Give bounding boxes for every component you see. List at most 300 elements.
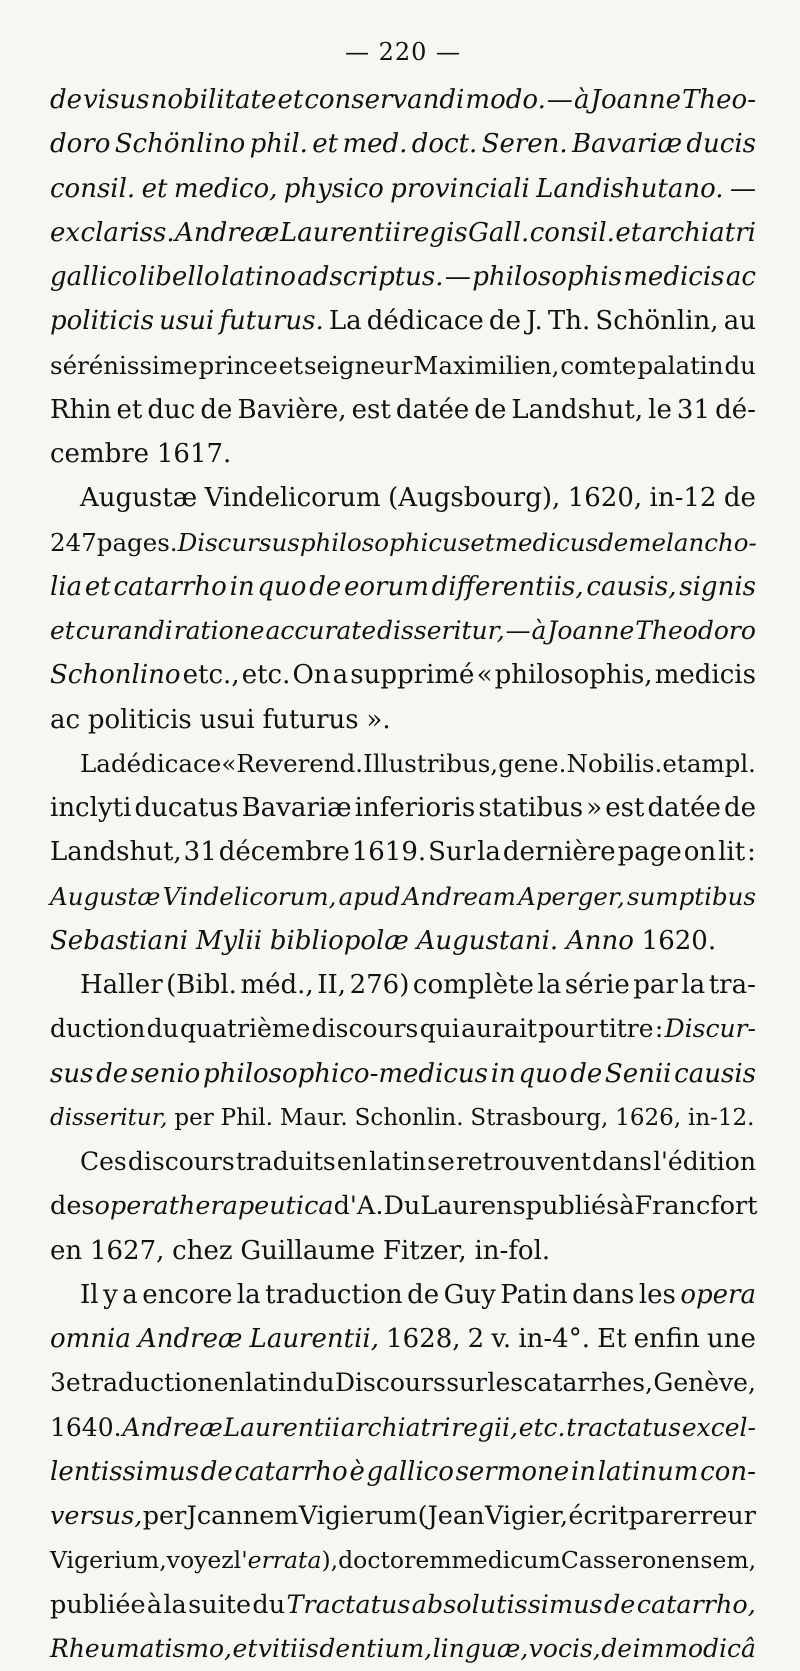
text-word: physico — [283, 173, 384, 204]
text-line — [50, 211, 756, 255]
text-word: (Bibl. — [166, 970, 237, 1000]
text-word: Discursus — [177, 527, 300, 557]
text-word: série — [564, 970, 630, 1000]
text-word: traduction — [81, 1368, 214, 1398]
text-word: in — [229, 571, 255, 602]
text-word: Landishutano. — [536, 173, 724, 204]
text-word: Vigierum — [298, 1501, 418, 1531]
text-word: disseritur, — [377, 616, 505, 645]
text-word: Bavière, — [237, 394, 347, 425]
text-word: doro — [50, 129, 111, 160]
text-word: in — [490, 1058, 516, 1089]
text-line — [50, 1538, 756, 1582]
text-word: Augustæ — [50, 881, 161, 911]
text-word: Bavariæ — [241, 793, 352, 823]
text-word: lia — [50, 571, 83, 602]
text-word: 1619. — [351, 837, 427, 868]
text-word: Andreæ — [175, 217, 280, 248]
text-word: in-12. — [687, 1104, 755, 1131]
text-word: des — [50, 1191, 95, 1222]
text-word: à — [619, 1191, 635, 1222]
text-word: Laurentii — [223, 1412, 340, 1442]
text-word: chez — [172, 1235, 233, 1266]
text-word: 2 — [467, 1324, 485, 1354]
text-word: J. — [526, 306, 543, 337]
text-word: doctorem — [338, 1546, 452, 1575]
text-word: ac — [725, 262, 756, 292]
text-word: Illustribus, — [363, 748, 499, 778]
text-word: absolutissimus — [411, 1589, 603, 1620]
text-word: l'édition — [653, 1147, 756, 1176]
text-word: II, — [317, 970, 347, 1000]
text-word: Andreæ — [138, 1324, 243, 1354]
text-word: Jcannem — [186, 1501, 299, 1531]
text-word: et — [277, 85, 304, 115]
text-word: au — [723, 306, 756, 337]
text-line — [50, 1361, 756, 1405]
text-word: est — [351, 394, 391, 425]
text-word: la — [477, 837, 501, 868]
text-word: Guy — [443, 1279, 496, 1310]
text-word: in-12 — [649, 483, 717, 514]
text-word: modo. — [465, 85, 546, 115]
text-word: Du — [383, 1191, 421, 1222]
text-line — [50, 255, 756, 299]
text-word: Maur. — [279, 1104, 348, 1131]
text-word: de — [474, 394, 507, 425]
text-word: 31 — [676, 394, 711, 425]
text-word: On — [292, 660, 331, 691]
text-word: a — [332, 660, 349, 691]
text-word: conservandi — [304, 85, 465, 115]
text-line — [50, 1007, 756, 1051]
text-word: aurait — [461, 1014, 537, 1044]
text-word: Ces — [80, 1147, 127, 1176]
text-word: traduction — [265, 1279, 403, 1310]
text-word: la — [537, 970, 562, 1000]
text-word: doct. — [411, 129, 478, 160]
text-word: et — [615, 217, 642, 248]
text-word: comte — [560, 350, 637, 380]
text-word: in-fol. — [474, 1235, 551, 1266]
text-word: de — [723, 793, 756, 823]
text-line — [50, 609, 756, 653]
text-word: catarrho, — [636, 1589, 756, 1620]
text-word: ex — [50, 217, 81, 248]
text-word: Gall. — [468, 217, 530, 248]
text-word: méd., — [240, 970, 314, 1000]
text-word: Casseronensem, — [560, 1546, 757, 1575]
text-word: dé- — [715, 394, 756, 425]
text-line — [50, 742, 756, 786]
text-word: Phil. — [220, 1104, 273, 1131]
text-word: Laurentii, — [249, 1324, 379, 1354]
text-word: cembre — [50, 439, 150, 469]
text-word: de — [50, 85, 83, 115]
text-word: en — [50, 1235, 83, 1266]
text-word: et — [232, 1633, 258, 1663]
text-line — [50, 1494, 756, 1538]
text-line — [50, 830, 756, 874]
text-line — [50, 1627, 756, 1671]
text-word: — — [546, 85, 573, 115]
text-word: v. — [491, 1324, 512, 1354]
text-word: on — [683, 837, 717, 868]
text-line — [50, 653, 756, 697]
text-word: Maximilien, — [413, 350, 560, 380]
text-line — [50, 698, 756, 742]
text-word: page — [617, 837, 682, 868]
text-line — [50, 1184, 756, 1228]
text-word: therapeutica — [168, 1191, 334, 1222]
text-line — [50, 919, 756, 963]
text-word: Landshut, — [511, 394, 644, 425]
text-word: duc — [147, 394, 196, 425]
text-word: gallico — [50, 262, 138, 292]
text-word: latino — [220, 262, 296, 292]
text-word: è — [349, 1456, 365, 1487]
text-word: Mylii — [195, 925, 263, 956]
text-word: Schönlino — [114, 129, 246, 160]
text-word: de — [598, 527, 629, 557]
text-word: Nobilis. — [566, 748, 663, 778]
text-word: Et — [597, 1324, 627, 1354]
text-word: de — [603, 1589, 636, 1620]
text-word: dédicace — [366, 306, 484, 337]
text-word: ), — [321, 1546, 339, 1575]
text-word: d'A. — [333, 1191, 384, 1222]
text-word: 1620. — [641, 925, 717, 956]
text-word: catarrho — [234, 1456, 348, 1487]
text-word: Andream — [402, 881, 516, 911]
text-word: datée — [395, 394, 470, 425]
text-word: etc. — [518, 1412, 566, 1442]
text-word: du — [724, 350, 756, 380]
text-word: par — [633, 970, 678, 1000]
text-word: latin — [368, 1147, 426, 1176]
text-word: : — [654, 1014, 664, 1044]
text-word: opera — [94, 1191, 169, 1222]
text-word: ducis — [686, 129, 756, 160]
text-line — [50, 1450, 756, 1494]
text-word: de — [407, 1279, 440, 1310]
text-word: causis — [674, 1058, 756, 1089]
text-word: libello — [138, 262, 220, 292]
text-word: latinum — [597, 1456, 699, 1487]
text-word: Schönlin, — [595, 306, 719, 337]
text-word: phil. — [249, 129, 308, 160]
text-word: la — [236, 1279, 261, 1310]
text-word: melancho- — [628, 527, 757, 557]
text-word: Augustæ — [80, 483, 198, 514]
text-word: politicis — [50, 306, 154, 337]
text-word: suite — [188, 1589, 252, 1620]
text-word: clariss. — [80, 217, 175, 248]
text-word: duction — [50, 1014, 146, 1044]
text-word: differentiis, — [431, 571, 584, 602]
text-word: palatin — [637, 350, 724, 380]
text-word: « — [476, 660, 493, 691]
text-word: etc. — [241, 660, 291, 691]
text-word: en — [213, 1368, 245, 1398]
text-word: Aperger, — [518, 881, 625, 911]
text-line — [50, 1052, 756, 1096]
text-line — [50, 122, 756, 166]
text-word: Tractatus — [286, 1589, 411, 1620]
text-word: : — [747, 837, 756, 868]
text-word: par — [628, 1501, 673, 1531]
text-word: ducatus — [134, 793, 239, 823]
text-word: omnia — [50, 1324, 131, 1354]
text-word: les — [487, 1368, 524, 1398]
text-word: de — [96, 1058, 129, 1089]
text-word: eorum — [344, 571, 429, 602]
text-word: «Reverend. — [221, 748, 364, 778]
text-word: vocis, — [528, 1633, 601, 1663]
text-word: complète — [412, 970, 534, 1000]
text-word: (Augsbourg), — [388, 483, 561, 514]
text-word: Vigerium, — [50, 1546, 167, 1575]
text-word: 31 — [183, 837, 217, 868]
text-line — [50, 1317, 756, 1361]
text-word: archiatri — [340, 1412, 451, 1442]
text-word: quatrième — [180, 1014, 311, 1044]
text-word: datée — [647, 793, 721, 823]
text-word: visus — [83, 85, 150, 115]
text-word: in — [570, 1456, 596, 1487]
text-word: versus, — [50, 1501, 143, 1531]
text-word: Sebastiani — [50, 925, 189, 956]
text-word: Joanne — [590, 85, 682, 115]
text-word: prince — [198, 350, 278, 380]
text-word: de — [601, 1633, 633, 1663]
text-word: sermone — [455, 1456, 570, 1487]
text-word: une — [707, 1324, 756, 1354]
text-word: excel- — [681, 1412, 756, 1442]
text-word: usui — [199, 704, 255, 735]
text-line — [50, 1140, 756, 1184]
text-line — [50, 786, 756, 830]
text-word: en — [336, 1147, 368, 1176]
text-word: Theodoro — [635, 616, 756, 645]
text-word: retrouvent — [455, 1147, 591, 1176]
text-word: le — [648, 394, 672, 425]
text-word: 1620, — [567, 483, 643, 514]
text-word: ». — [366, 704, 391, 735]
text-word: Il — [80, 1279, 99, 1310]
text-word: La — [80, 748, 111, 778]
text-word: vitiis — [257, 1633, 319, 1663]
text-word: catarrho — [113, 571, 227, 602]
text-word: publiés — [525, 1191, 620, 1222]
text-word: per — [174, 1104, 214, 1131]
text-word: linguæ, — [432, 1633, 529, 1663]
text-word: pages. — [96, 527, 178, 557]
text-word: 276) — [349, 970, 410, 1000]
text-word: dans — [592, 1147, 652, 1176]
text-word: du — [146, 1014, 179, 1044]
text-word: supprimé — [350, 660, 475, 691]
text-word: ac — [50, 704, 81, 735]
text-word: ratione — [173, 616, 265, 645]
text-word: encore — [142, 1279, 233, 1310]
text-word: accurate — [265, 616, 377, 645]
text-word: archiatri — [641, 217, 756, 248]
text-word: medicus — [494, 527, 599, 557]
text-word: Laurens — [420, 1191, 526, 1222]
text-word: écrit — [568, 1501, 629, 1531]
text-word: a — [122, 1279, 138, 1310]
text-word: ampl. — [686, 748, 756, 778]
text-line — [50, 299, 756, 343]
text-word: Seren. — [481, 129, 568, 160]
text-line — [50, 565, 756, 609]
text-word: — — [444, 262, 471, 292]
text-word: philosophis — [472, 262, 622, 292]
text-line — [50, 78, 756, 122]
text-word: senio — [130, 1058, 201, 1089]
text-word: l' — [233, 1546, 248, 1575]
text-word: et — [141, 173, 168, 204]
text-word: et — [50, 616, 75, 645]
text-word: 1626, — [615, 1104, 682, 1131]
text-word: catarrhes, — [523, 1368, 653, 1398]
text-word: Senii — [604, 1058, 672, 1089]
text-word: latin — [245, 1368, 303, 1398]
text-word: philosophis, — [494, 660, 653, 691]
text-word: sumptibus — [627, 881, 756, 911]
text-line — [50, 476, 756, 520]
text-word: de — [570, 1058, 603, 1089]
text-word: erreur — [672, 1501, 756, 1531]
text-line — [50, 521, 756, 565]
text-word: Schonlino — [50, 660, 181, 691]
text-word: philosophico-medicus — [202, 1058, 489, 1089]
text-word: Theo- — [682, 85, 756, 115]
text-word: — — [729, 173, 756, 204]
text-word: se — [427, 1147, 455, 1176]
text-line — [50, 1406, 756, 1450]
text-word: 3e — [50, 1368, 81, 1398]
text-line — [50, 432, 756, 476]
body-text — [50, 78, 756, 1671]
text-word: décembre — [218, 837, 350, 868]
text-word: Sur — [428, 837, 476, 868]
text-line — [50, 167, 756, 211]
text-word: Vindelicorum — [204, 483, 381, 514]
text-word: Guillaume — [240, 1235, 376, 1266]
text-word: gene. — [498, 748, 567, 778]
text-line — [50, 875, 756, 919]
text-word: signis — [679, 571, 756, 602]
text-word: adscriptus. — [297, 262, 444, 292]
text-word: de — [309, 571, 342, 602]
text-word: Augustani. — [416, 925, 559, 956]
text-line — [50, 1229, 756, 1273]
text-word: la — [163, 1589, 187, 1620]
text-word: y — [103, 1279, 118, 1310]
text-word: errata — [247, 1546, 322, 1575]
text-word: 1617. — [156, 439, 232, 469]
text-word: causis, — [586, 571, 677, 602]
text-word: seigneur — [303, 350, 413, 380]
text-word: usui — [159, 306, 215, 337]
text-word: tra- — [708, 970, 756, 1000]
text-word: est — [605, 793, 645, 823]
text-word: in-4°. — [518, 1324, 590, 1354]
text-word: apud — [338, 881, 401, 911]
text-word: la — [681, 970, 706, 1000]
text-word: inferioris — [354, 793, 476, 823]
text-word: qui — [419, 1014, 460, 1044]
text-line — [50, 1273, 756, 1317]
page-number: — 220 — — [344, 38, 462, 66]
text-word: » — [586, 793, 603, 823]
text-line — [50, 1096, 756, 1140]
text-word: et — [662, 748, 687, 778]
text-word: futurus. — [219, 306, 324, 337]
text-word: Bavariæ — [572, 129, 683, 160]
text-word: Discur- — [664, 1014, 756, 1044]
text-word: lit — [718, 837, 746, 868]
text-word: per — [142, 1501, 187, 1531]
text-word: dédicace — [110, 748, 222, 778]
text-word: con- — [700, 1456, 756, 1487]
text-line — [50, 388, 756, 432]
text-word: immodicâ — [632, 1633, 756, 1663]
text-word: et — [470, 527, 495, 557]
text-word: Laurentii — [279, 217, 402, 248]
text-word: quo — [257, 571, 307, 602]
text-line — [50, 344, 756, 388]
text-word: provinciali — [390, 173, 530, 204]
text-word: traduits — [235, 1147, 336, 1176]
text-word: inclyti — [50, 793, 132, 823]
text-word: de — [488, 306, 521, 337]
text-word: sus — [50, 1058, 94, 1089]
text-word: lentissimus — [50, 1456, 199, 1487]
text-word: titre — [598, 1014, 654, 1044]
text-word: statibus — [478, 793, 584, 823]
text-word: — — [505, 616, 531, 645]
text-word: Francfort — [634, 1191, 758, 1222]
text-word: nobilitate — [150, 85, 277, 115]
text-word: sur — [446, 1368, 488, 1398]
text-word: de — [200, 394, 233, 425]
text-word: gallico — [366, 1456, 454, 1487]
text-word: et — [116, 394, 143, 425]
text-word: et — [278, 350, 304, 380]
text-word: Vigier, — [484, 1501, 569, 1531]
text-line — [50, 1583, 756, 1627]
text-word: consil. — [529, 217, 615, 248]
text-word: 1627, — [89, 1235, 165, 1266]
text-word: et — [84, 571, 111, 602]
text-word: voyez — [166, 1546, 234, 1575]
text-word: dentium, — [319, 1633, 433, 1663]
text-word: Joanne — [547, 616, 635, 645]
text-word: Landshut, — [50, 837, 182, 868]
text-word: Rheumatismo, — [50, 1633, 233, 1663]
text-word: publiée — [50, 1589, 146, 1620]
text-word: discours — [127, 1147, 235, 1176]
text-word: à — [531, 616, 547, 645]
text-word: 1640. — [50, 1412, 122, 1442]
text-word: Discours — [335, 1368, 446, 1398]
text-word: Andreæ — [122, 1412, 223, 1442]
text-word: 1628, — [386, 1324, 461, 1354]
text-word: etc., — [182, 660, 240, 691]
